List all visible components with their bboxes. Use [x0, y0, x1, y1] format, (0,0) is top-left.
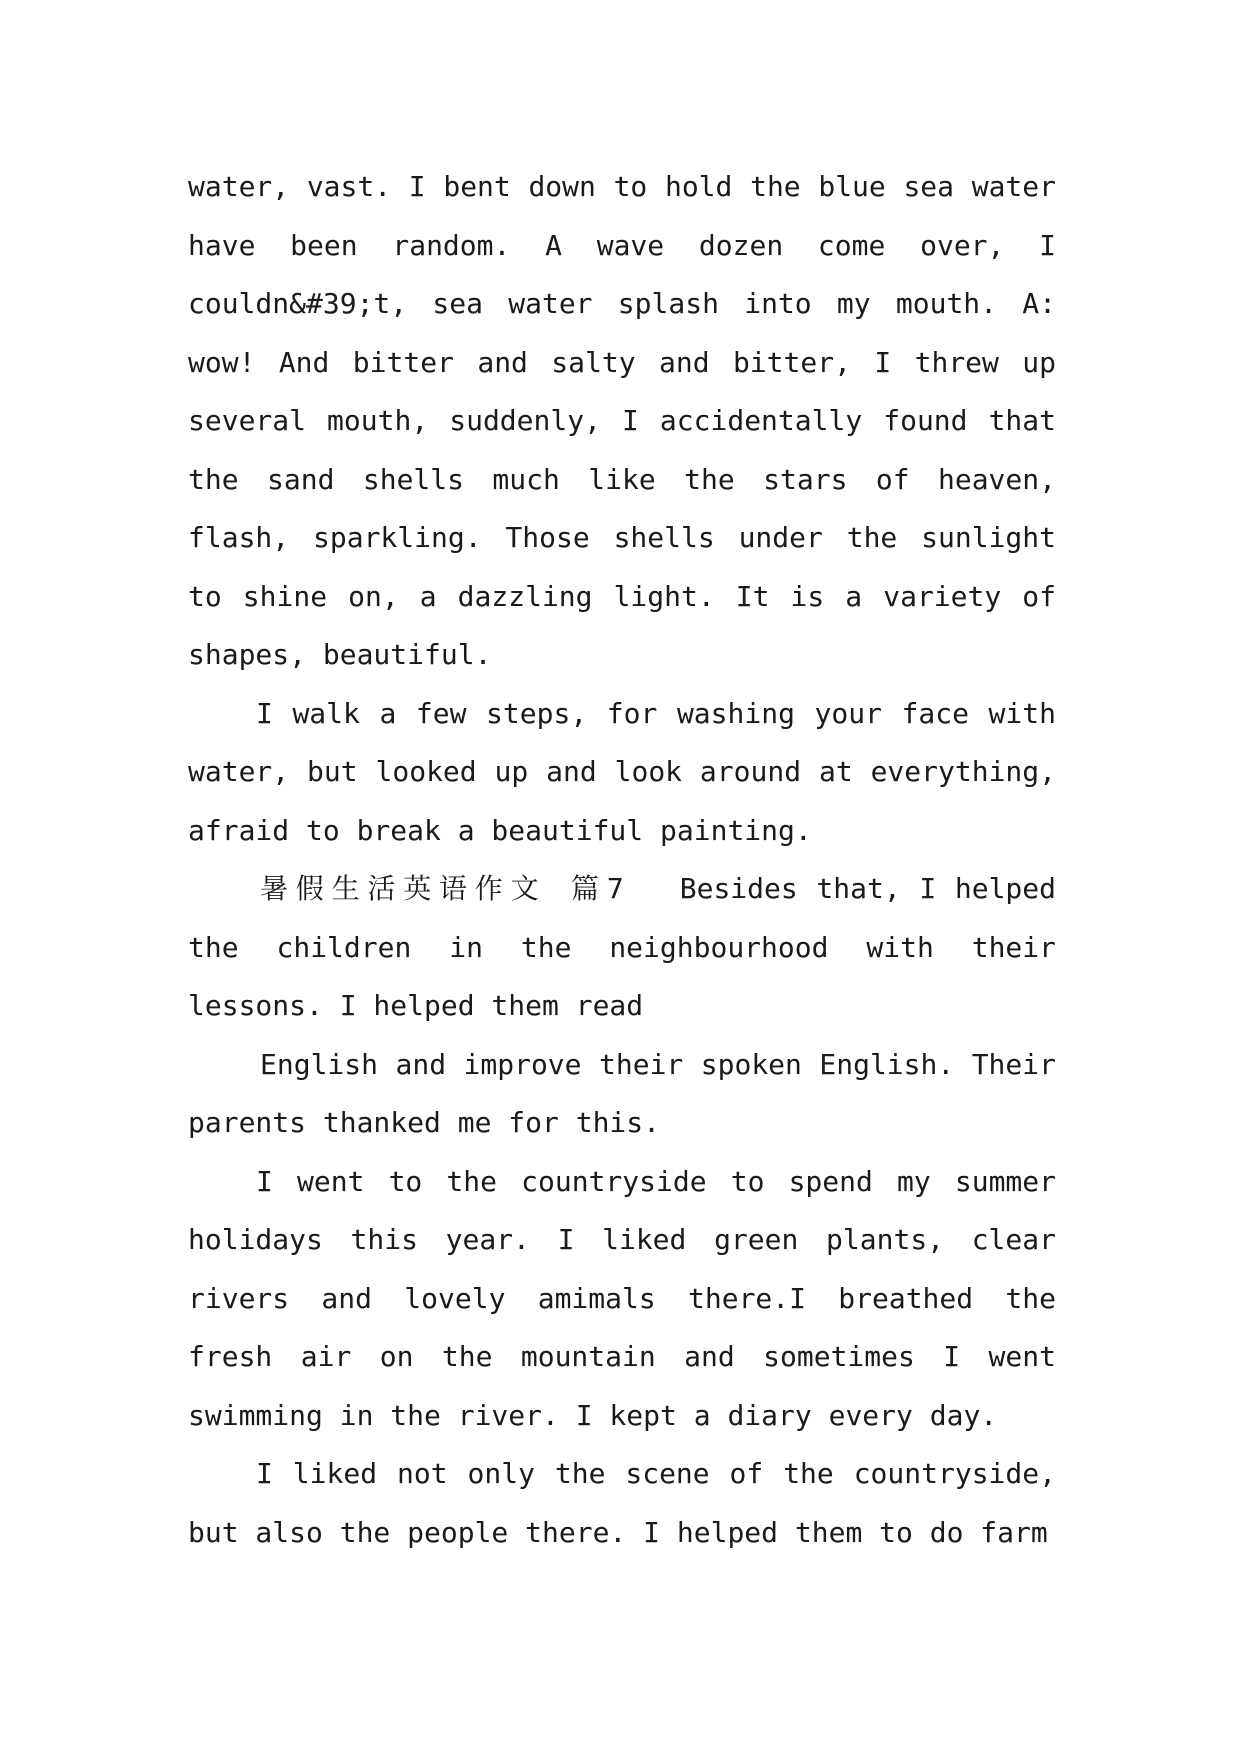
section-heading: 暑假生活英语作文 篇7 — [260, 872, 630, 905]
paragraph-text: I went to the countryside to spend my summer holidays this year. I liked green plants, clear rivers and lovely amimals there.I breathed the fresh air on the mountain and sometimes I went swimming in the river. I kept a diary every day. — [188, 1164, 1056, 1432]
paragraph-text: I liked not only the scene of the countryside, but also the people there. I helped them to do farm — [188, 1457, 1056, 1549]
paragraph-people — [188, 1445, 1056, 1562]
paragraph-english-lessons — [188, 1036, 1056, 1153]
body-text — [188, 158, 1056, 1562]
paragraph-text: Besides that, I helped the children in the neighbourhood with their lessons. I helped them read — [188, 872, 1056, 1022]
paragraph-section-7 — [188, 860, 1056, 1036]
paragraph-text: water, vast. I bent down to hold the blue sea water have been random. A wave dozen come over, I couldn&#39;t, sea water splash into my mouth. A: wow! And bitter and salty and bitter, I threw up several mouth, suddenly, I accidentally found that the sand shells much like the stars of heaven, flash, sparkling. Those shells under the sunlight to shine on, a dazzling light. It is a variety of shapes, beautiful. — [188, 170, 1056, 671]
paragraph-text: I walk a few steps, for washing your face with water, but looked up and look around at everything, afraid to break a beautiful painting. — [188, 696, 1056, 847]
paragraph-beach-shells — [188, 158, 1056, 685]
paragraph-walk-steps — [188, 685, 1056, 861]
paragraph-countryside — [188, 1153, 1056, 1446]
paragraph-text: English and improve their spoken English. Their parents thanked me for this. — [188, 1047, 1056, 1139]
